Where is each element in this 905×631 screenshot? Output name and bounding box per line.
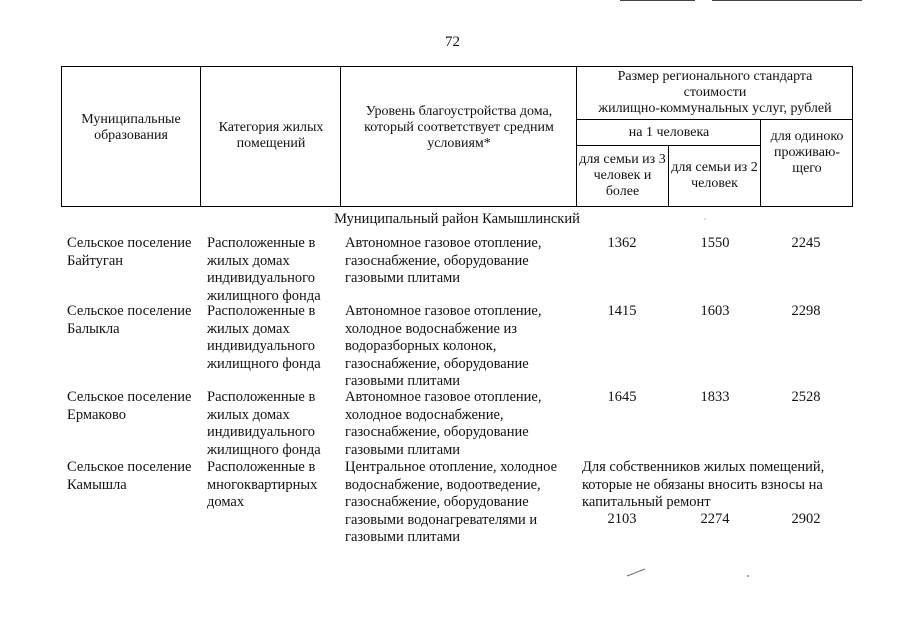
row-category: Расположенные в многоквартирных домах xyxy=(207,459,318,510)
row-amenity: Автономное газовое отопление, холодное водоснабжение из водоразборных колонок, газоснабжение, оборудование газовыми плитами xyxy=(345,303,542,389)
row-municipality: Сельское поселение Байтуган xyxy=(67,235,192,269)
row-divider xyxy=(576,119,853,120)
top-edge-line xyxy=(620,0,695,1)
row-municipality: Сельское поселение Балыкла xyxy=(67,303,192,337)
row-category: Расположенные в жилых домах индивидуального жилищного фонда xyxy=(207,235,321,304)
header-family2: для семьи из 2 человек xyxy=(671,160,758,191)
table-border xyxy=(852,66,853,207)
row-amenity: Автономное газовое отопление, газоснабжение, оборудование газовыми плитами xyxy=(345,235,542,286)
value-family2: 1603 xyxy=(700,303,730,319)
header-standard-line1: Размер регионального стандарта xyxy=(617,69,813,84)
row-amenity: Центральное отопление, холодное водоснабжение, водоотведение, газоснабжение, оборудование газовыми водонагревателями и газовыми плитами xyxy=(345,459,558,545)
row-amenity: Автономное газовое отопление, холодное водоснабжение, газоснабжение, оборудование газовыми плитами xyxy=(345,389,542,458)
header-per-person: на 1 человека xyxy=(628,125,710,140)
column-divider xyxy=(760,119,761,207)
table-border xyxy=(61,66,62,207)
top-edge-line xyxy=(712,0,862,1)
value-single: 2902 xyxy=(791,511,821,527)
table-border xyxy=(61,66,853,67)
value-family3: 1415 xyxy=(607,303,637,319)
header-municipalities: Муниципальные образования xyxy=(81,112,181,143)
value-family2: 1550 xyxy=(700,235,730,251)
header-standard-line2: стоимости xyxy=(683,85,747,100)
table-border xyxy=(61,206,853,207)
row-category: Расположенные в жилых домах индивидуального жилищного фонда xyxy=(207,389,321,458)
header-amenity: Уровень благоустройства дома, который соответствует средним условиям* xyxy=(364,104,554,151)
value-family2: 2274 xyxy=(700,511,730,527)
value-family2: 1833 xyxy=(700,389,730,405)
header-standard-line3: жилищно-коммунальных услуг, рублей xyxy=(598,101,832,116)
header-family3: для семьи из 3 человек и более xyxy=(579,152,666,199)
page-number: 72 xyxy=(445,34,460,50)
row-category: Расположенные в жилых домах индивидуального жилищного фонда xyxy=(207,303,321,372)
value-family3: 1362 xyxy=(607,235,637,251)
row-municipality: Сельское поселение Ермаково xyxy=(67,389,192,423)
header-category: Категория жилых помещений xyxy=(218,120,324,151)
scan-dot-mark xyxy=(747,575,749,577)
table-header xyxy=(61,66,853,207)
scan-stroke-mark xyxy=(627,569,645,576)
value-family3: 1645 xyxy=(607,389,637,405)
value-single: 2298 xyxy=(791,303,821,319)
column-divider xyxy=(668,145,669,207)
value-family3: 2103 xyxy=(607,511,637,527)
row-note: Для собственников жилых помещений, которые не обязаны вносить взносы на капитальный ремонт xyxy=(582,459,825,510)
row-municipality: Сельское поселение Камышла xyxy=(67,459,192,493)
district-title: Муниципальный район Камышлинский xyxy=(334,211,580,227)
value-single: 2528 xyxy=(791,389,821,405)
column-divider xyxy=(200,66,201,207)
header-single: для одиноко проживаю- щего xyxy=(770,129,844,176)
column-divider xyxy=(340,66,341,207)
column-divider xyxy=(576,66,577,207)
value-single: 2245 xyxy=(791,235,821,251)
